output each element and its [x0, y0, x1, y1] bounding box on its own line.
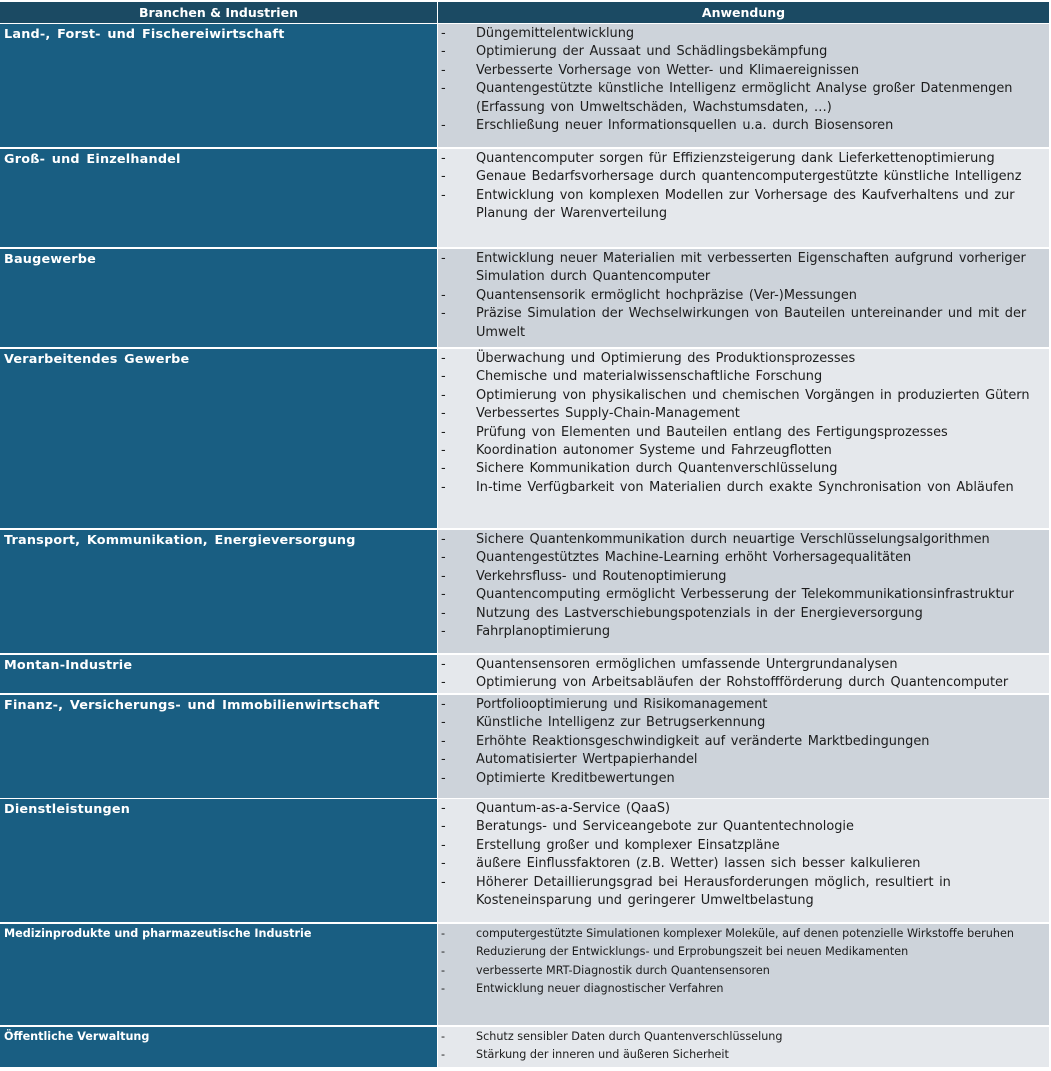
application-item: - Koordination autonomer Systeme und Fahrzeugflotten [441, 443, 832, 459]
application-cell [438, 149, 1049, 247]
table-row [0, 1027, 1051, 1067]
application-cell [438, 249, 1049, 347]
application-item: - Quantencomputer sorgen für Effizienzsteigerung dank Lieferkettenoptimierung [441, 151, 995, 166]
application-item: - Optimierung von Arbeitsabläufen der Rohstoffförderung durch Quantencomputer [441, 675, 1009, 691]
industry-cell: Öffentliche Verwaltung [0, 1027, 437, 1067]
application-item: - Optimierte Kreditbewertungen [441, 770, 675, 786]
table-row [0, 149, 1051, 247]
industry-cell: Transport, Kommunikation, Energieversorgung [0, 530, 437, 653]
industry-cell: Dienstleistungen [0, 799, 437, 922]
application-item: - Erstellung großer und komplexer Einsatzpläne [441, 837, 780, 853]
application-item: - Entwicklung von komplexen Modellen zur Vorhersage des Kaufverhaltens und zur Planung der Warenverteilung [441, 187, 1015, 222]
application-item: - Optimierung von physikalischen und chemischen Vorgängen in produzierten Gütern [441, 387, 1030, 403]
application-item: - Quantensensoren ermöglichen umfassende Untergrundanalysen [441, 657, 898, 672]
application-item: - Schutz sensibler Daten durch Quantenverschlüsselung [441, 1030, 783, 1043]
application-cell [438, 924, 1049, 1025]
application-item: - Stärkung der inneren und äußeren Sicherheit [441, 1048, 729, 1062]
application-item: - Verbessertes Supply-Chain-Management [441, 406, 740, 422]
table-row [0, 349, 1051, 528]
application-item: - äußere Einflussfaktoren (z.B. Wetter) lassen sich besser kalkulieren [441, 856, 921, 872]
table-row [0, 530, 1051, 653]
application-cell [438, 1027, 1049, 1067]
application-item: - Prüfung von Elementen und Bauteilen entlang des Fertigungsprozesses [441, 424, 948, 440]
application-cell [438, 24, 1049, 147]
application-item: - Überwachung und Optimierung des Produktionsprozesses [441, 351, 856, 366]
header-application: Anwendung [438, 2, 1049, 23]
table-row [0, 924, 1051, 1025]
application-item: - Verkehrsfluss- und Routenoptimierung [441, 568, 727, 584]
application-item: - Höherer Detaillierungsgrad bei Herausforderungen möglich, resultiert in Kosteneinsparung und geringerer Umweltbelastung [441, 874, 951, 909]
application-item: - Genaue Bedarfsvorhersage durch quantencomputergestützte künstliche Intelligenz [441, 169, 1022, 185]
table-row [0, 249, 1051, 347]
industry-cell: Medizinprodukte und pharmazeutische Industrie [0, 924, 437, 1025]
application-item: - Sichere Kommunikation durch Quantenverschlüsselung [441, 461, 838, 477]
application-item: - Quantum-as-a-Service (QaaS) [441, 801, 671, 816]
application-cell [438, 655, 1049, 693]
industry-cell: Groß- und Einzelhandel [0, 149, 437, 247]
table-row [0, 695, 1051, 798]
application-item: - Quantengestützte künstliche Intelligenz ermöglicht Analyse großer Datenmengen (Erfassung von Umweltschäden, Wachstumsdaten, …) [441, 81, 1013, 115]
header-industries: Branchen & Industrien [0, 2, 437, 23]
industry-cell: Verarbeitendes Gewerbe [0, 349, 437, 528]
table-row [0, 24, 1051, 147]
application-item: - Quantengestütztes Machine-Learning erhöht Vorhersagequalitäten [441, 550, 912, 566]
application-item: - Entwicklung neuer Materialien mit verbesserten Eigenschaften aufgrund vorheriger Simulation durch Quantencomputer [441, 251, 1026, 285]
application-item: - Automatisierter Wertpapierhandel [441, 752, 698, 768]
application-item: - Sichere Quantenkommunikation durch neuartige Verschlüsselungsalgorithmen [441, 532, 990, 547]
application-item: - Verbesserte Vorhersage von Wetter- und Klimaereignissen [441, 62, 859, 78]
application-item: - Nutzung des Lastverschiebungspotenzials in der Energieversorgung [441, 605, 923, 621]
industry-cell: Baugewerbe [0, 249, 437, 347]
table-header [0, 2, 1051, 23]
industry-cell: Finanz-, Versicherungs- und Immobilienwirtschaft [0, 695, 437, 798]
application-item: - Präzise Simulation der Wechselwirkungen von Bauteilen untereinander und mit der Umwelt [441, 306, 1027, 340]
application-cell [438, 349, 1049, 528]
application-item: - verbesserte MRT-Diagnostik durch Quantensensoren [441, 963, 770, 977]
application-item: - Quantensensorik ermöglicht hochpräzise (Ver-)Messungen [441, 287, 857, 303]
industry-cell: Montan-Industrie [0, 655, 437, 693]
application-cell [438, 530, 1049, 653]
application-item: - Erhöhte Reaktionsgeschwindigkeit auf veränderte Marktbedingungen [441, 733, 930, 749]
application-cell [438, 799, 1049, 922]
industry-cell: Land-, Forst- und Fischereiwirtschaft [0, 24, 437, 147]
application-item: - Künstliche Intelligenz zur Betrugserkennung [441, 715, 766, 731]
application-item: - computergestützte Simulationen komplexer Moleküle, auf denen potenzielle Wirkstoffe beruhen [441, 927, 1014, 940]
table-row [0, 799, 1051, 922]
application-item: - Chemische und materialwissenschaftliche Forschung [441, 369, 823, 385]
application-item: - Erschließung neuer Informationsquellen u.a. durch Biosensoren [441, 118, 894, 134]
application-item: - Optimierung der Aussaat und Schädlingsbekämpfung [441, 44, 828, 60]
application-item: - Fahrplanoptimierung [441, 624, 611, 640]
application-item: - Quantencomputing ermöglicht Verbesserung der Telekommunikationsinfrastruktur [441, 587, 1014, 603]
application-item: - Reduzierung der Entwicklungs- und Erprobungszeit bei neuen Medikamenten [441, 945, 909, 959]
table-row [0, 655, 1051, 693]
application-cell [438, 695, 1049, 798]
application-item: - Entwicklung neuer diagnostischer Verfahren [441, 982, 724, 996]
application-item: - In-time Verfügbarkeit von Materialien durch exakte Synchronisation von Abläufen [441, 479, 1014, 495]
application-item: - Beratungs- und Serviceangebote zur Quantentechnologie [441, 819, 854, 835]
application-item: - Düngemittelentwicklung [441, 26, 635, 41]
application-item: - Portfoliooptimierung und Risikomanagement [441, 697, 768, 712]
